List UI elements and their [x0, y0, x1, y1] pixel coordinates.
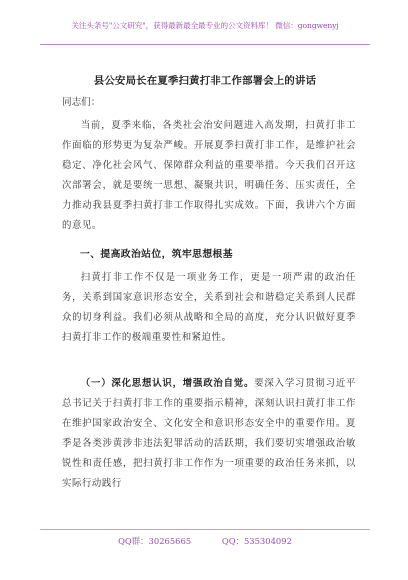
- header-promo-text: 关注头条号"公文研究"，获得最新最全最专业的公文资料库！ 微信：gongwenyj: [71, 21, 339, 30]
- salutation: 同志们：: [62, 97, 101, 108]
- footer-qq: QQ：535304092: [221, 536, 292, 546]
- section-heading-1: 一、提高政治站位，筑牢思想根基: [80, 249, 233, 260]
- document-title: 县公安局长在夏季扫黄打非工作部署会上的讲话: [93, 75, 317, 87]
- intro-paragraph: 当前，夏季来临，各类社会治安问题进入高发期，扫黄打非工作面临的形势更为复杂严峻。开展夏季扫黄打非工作，是维护社会稳定、净化社会风气、保障群众利益的重要举措。今天我们召开这次部署会，就是要统一思想、凝聚共识，明确任务、压实责任，全力推动我县夏季扫黄打非工作取得扎实成效。下面，我讲六个方面的意见。: [62, 120, 356, 231]
- header-divider: [40, 44, 370, 45]
- subsection-1-paragraph: [62, 374, 356, 494]
- footer-contacts: [40, 535, 370, 547]
- subsection-1-lead: （一）深化思想认识，增强政治自觉。: [80, 378, 255, 389]
- section-1-paragraph: 扫黄打非工作不仅是一项业务工作，更是一项严肃的政治任务，关系到国家意识形态安全，关系到社会和谐稳定关系到人民群众的切身利益。我们必须从战略和全局的高度，充分认识做好夏季扫黄打非工作的极端重要性和紧迫性。: [62, 272, 356, 343]
- footer-divider: [40, 529, 370, 530]
- footer-qq-group: QQ群：30265665: [118, 536, 192, 546]
- subsection-1-body: 要深入学习贯彻习近平总书记关于扫黄打非工作的重要指示精神，深刻认识扫黄打非工作在维护国家政治安全、文化安全和意识形态安全中的重要作用。夏季是各类涉黄涉非违法犯罪活动的活跃期，我们要切实增强政治敏锐性和责任感，把扫黄打非工作作为一项重要的政治任务来抓，以实际行动践行: [62, 378, 356, 489]
